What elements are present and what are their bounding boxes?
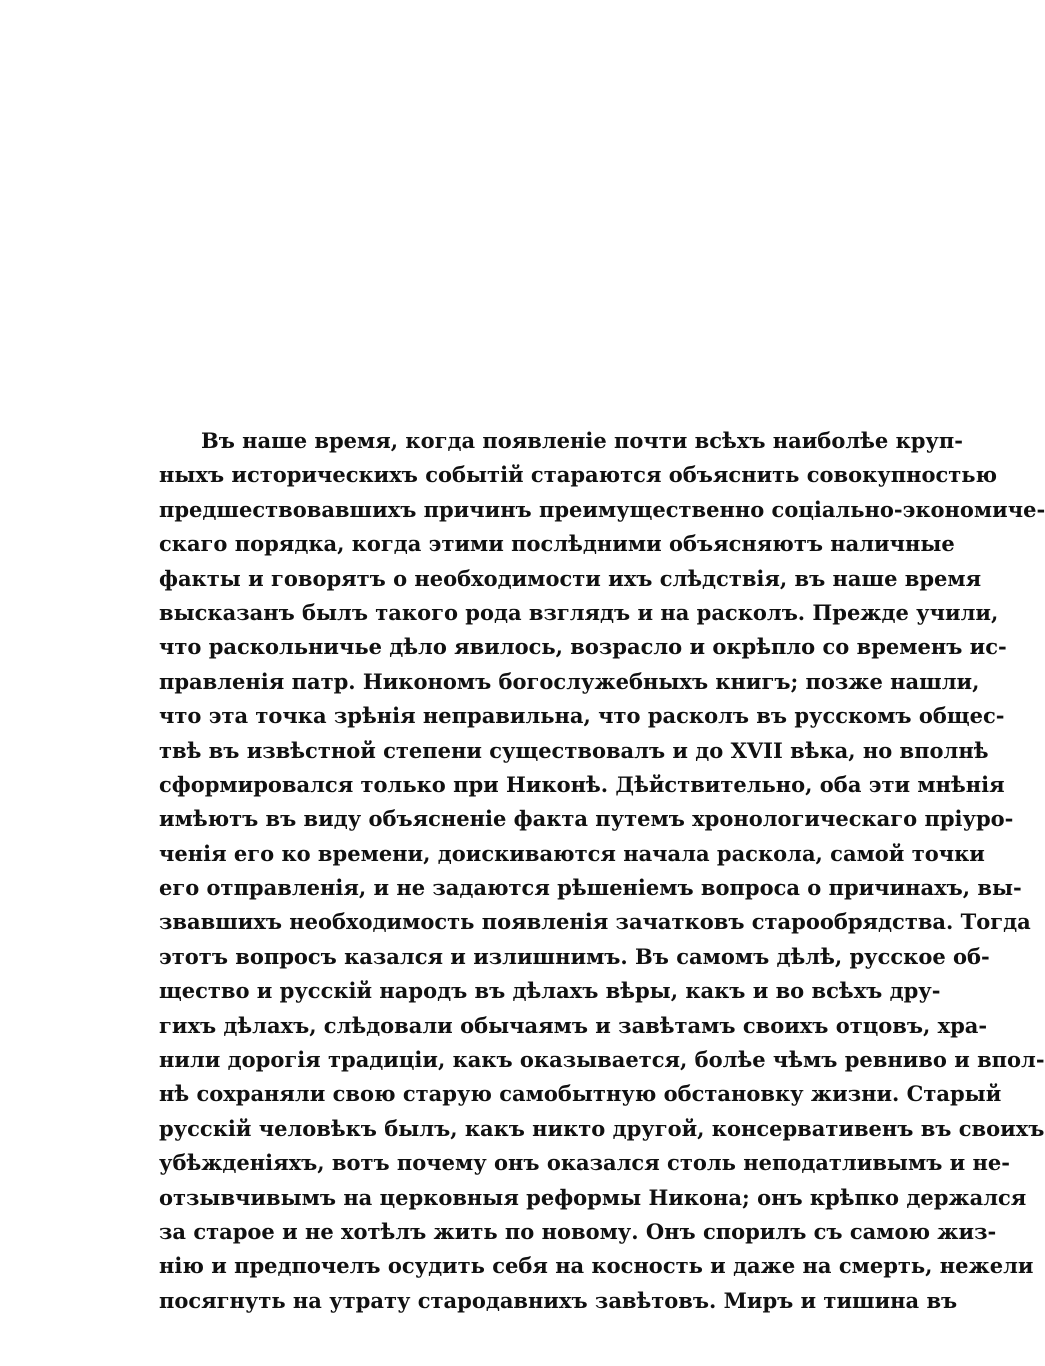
text-line: щество и русскій народъ въ дѣлахъ вѣры, какъ и во всѣхъ дру-	[159, 978, 941, 1004]
text-line: ченія его ко времени, доискиваются начала раскола, самой точки	[159, 840, 985, 866]
text-line: что эта точка зрѣнія неправильна, что расколъ въ русскомъ общес-	[159, 703, 1005, 729]
text-line: предшествовавшихъ причинъ преимущественно соціально-экономиче-	[159, 496, 1045, 522]
text-line: убѣжденіяхъ, вотъ почему онъ оказался столь неподатливымъ и не-	[159, 1150, 1010, 1176]
text-line: отзывчивымъ на церковныя реформы Никона; онъ крѣпко держался	[159, 1184, 1027, 1210]
text-line: Въ наше время, когда появленіе почти всѣхъ наиболѣе круп-	[201, 428, 963, 453]
text-line: ныхъ историческихъ событій стараются объяснить совокупностью	[159, 462, 998, 488]
text-line: высказанъ былъ такого рода взглядъ и на расколъ. Прежде учили,	[159, 599, 999, 625]
text-line: нили дорогія традиціи, какъ оказывается, болѣе чѣмъ ревниво и впол-	[159, 1047, 1045, 1073]
text-line: скаго порядка, когда этими послѣдними объясняютъ наличные	[159, 531, 955, 557]
text-line: звавшихъ необходимость появленія зачатковъ старообрядства. Тогда	[159, 909, 1031, 935]
text-line: факты и говорятъ о необходимости ихъ слѣдствія, въ наше время	[159, 565, 982, 591]
text-line: твѣ въ извѣстной степени существовалъ и до XVII вѣка, но вполнѣ	[159, 737, 989, 763]
text-line: его отправленія, и не задаются рѣшеніемъ вопроса о причинахъ, вы-	[159, 875, 1022, 901]
text-line: русскій человѣкъ былъ, какъ никто другой, консервативенъ въ своихъ	[159, 1115, 1045, 1141]
body-paragraph	[159, 424, 1045, 1318]
text-line: за старое и не хотѣлъ жить по новому. Онъ спорилъ съ самою жиз-	[159, 1218, 997, 1244]
text-line: этотъ вопросъ казался и излишнимъ. Въ самомъ дѣлѣ, русское об-	[159, 943, 990, 969]
text-line: нѣ сохраняли свою старую самобытную обстановку жизни. Старый	[159, 1081, 1002, 1107]
text-line: сформировался только при Никонѣ. Дѣйствительно, оба эти мнѣнія	[159, 771, 1005, 797]
text-line: посягнуть на утрату стародавнихъ завѣтовъ. Миръ и тишина въ	[159, 1287, 958, 1313]
text-line: гихъ дѣлахъ, слѣдовали обычаямъ и завѣтамъ своихъ отцовъ, хра-	[159, 1012, 988, 1038]
text-line: правленія патр. Никономъ богослужебныхъ книгъ; позже нашли,	[159, 668, 980, 694]
text-line: имѣютъ въ виду объясненіе факта путемъ хронологическаго пріуро-	[159, 806, 1014, 832]
text-line: нію и предпочелъ осудить себя на косность и даже на смерть, нежели	[159, 1253, 1034, 1279]
text-line: что раскольничье дѣло явилось, возрасло и окрѣпло со временъ ис-	[159, 634, 1007, 660]
